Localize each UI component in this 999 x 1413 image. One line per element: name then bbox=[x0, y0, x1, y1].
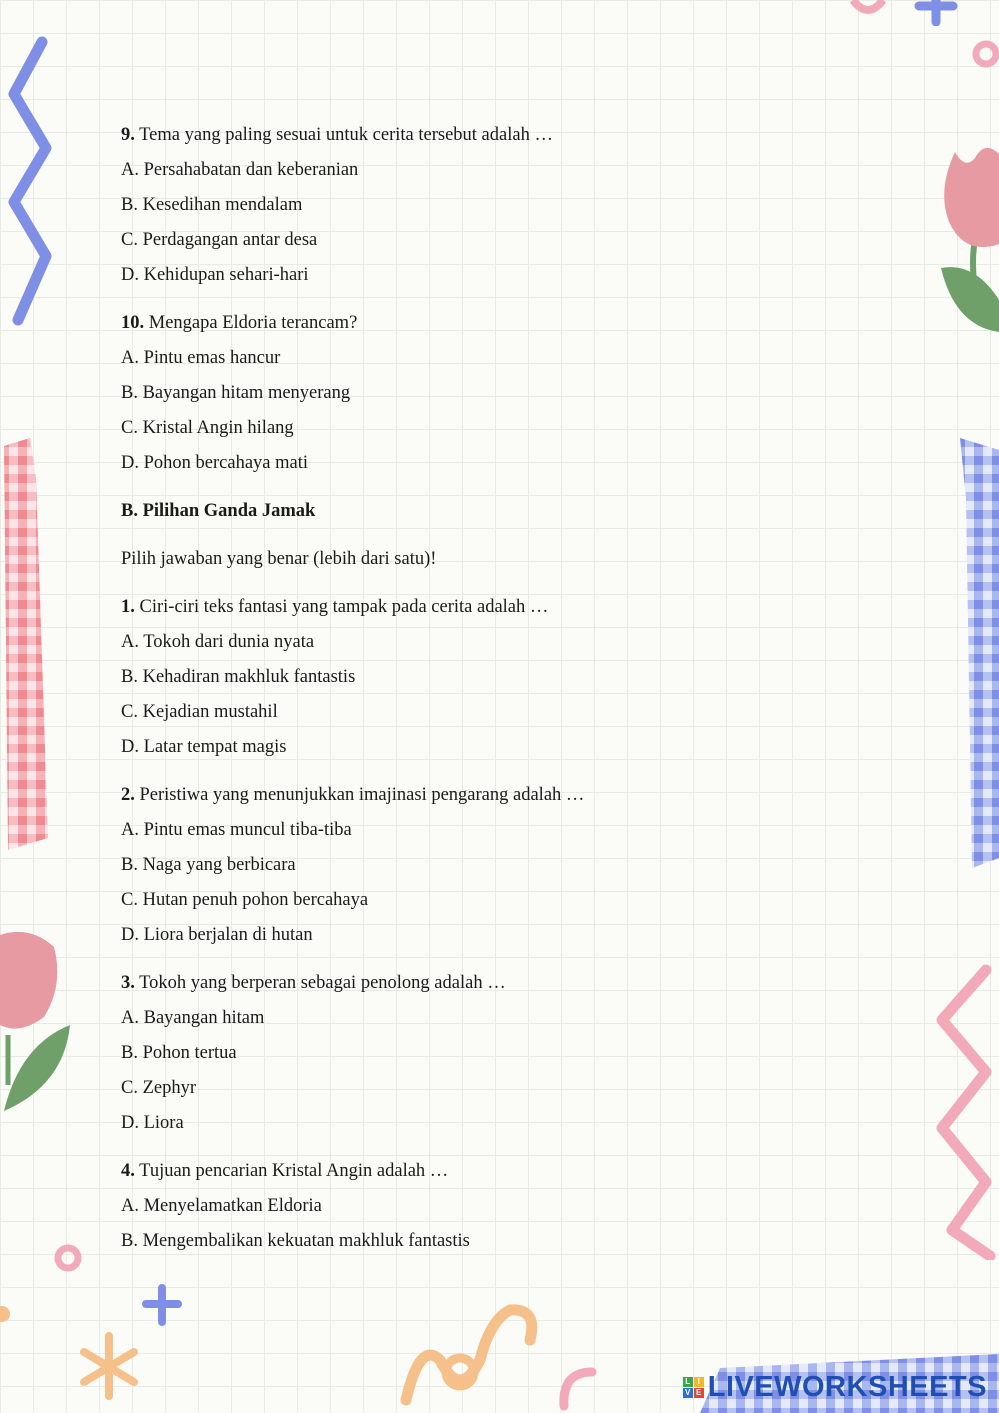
logo-letter: V bbox=[683, 1388, 693, 1398]
option-d[interactable]: D. Liora bbox=[121, 1113, 184, 1133]
option-a[interactable]: A. Persahabatan dan keberanian bbox=[121, 160, 359, 180]
question-number: 1. bbox=[121, 597, 135, 617]
gingham-pink-icon bbox=[0, 438, 54, 850]
question-prompt: Peristiwa yang menunjukkan imajinasi pengarang adalah … bbox=[134, 785, 585, 805]
question-b4 bbox=[121, 1154, 881, 1259]
question-number: 10. bbox=[121, 313, 145, 333]
option-a[interactable]: A. Bayangan hitam bbox=[121, 1008, 265, 1028]
question-text bbox=[121, 590, 881, 625]
option-b[interactable]: B. Kehadiran makhluk fantastis bbox=[121, 667, 356, 687]
logo-mark-icon bbox=[683, 1377, 704, 1398]
question-prompt: Mengapa Eldoria terancam? bbox=[144, 313, 358, 333]
question-number: 3. bbox=[121, 973, 135, 993]
brand-name: LIVEWORKSHEETS bbox=[707, 1370, 987, 1403]
option-a[interactable]: A. Tokoh dari dunia nyata bbox=[121, 632, 315, 652]
question-b2 bbox=[121, 778, 881, 953]
question-text bbox=[121, 306, 881, 341]
swirl-orange-icon bbox=[400, 1300, 540, 1413]
cross-blue-icon bbox=[142, 1284, 182, 1326]
option-b[interactable]: B. Pohon tertua bbox=[121, 1043, 237, 1063]
question-prompt: Ciri-ciri teks fantasi yang tampak pada cerita adalah … bbox=[134, 597, 549, 617]
question-b1 bbox=[121, 590, 881, 765]
question-prompt: Tujuan pencarian Kristal Angin adalah … bbox=[134, 1161, 449, 1181]
section-b-heading: B. Pilihan Ganda Jamak bbox=[121, 501, 316, 521]
option-a[interactable]: A. Menyelamatkan Eldoria bbox=[121, 1196, 322, 1216]
option-b[interactable]: B. Naga yang berbicara bbox=[121, 855, 296, 875]
section-b-instruction: Pilih jawaban yang benar (lebih dari satu)! bbox=[121, 549, 437, 569]
option-c[interactable]: C. Perdagangan antar desa bbox=[121, 230, 318, 250]
option-b[interactable]: B. Bayangan hitam menyerang bbox=[121, 383, 351, 403]
question-text bbox=[121, 118, 881, 153]
question-prompt: Tokoh yang berperan sebagai penolong adalah … bbox=[134, 973, 506, 993]
cross-blue-top-icon bbox=[913, 0, 959, 26]
gingham-blue-icon bbox=[956, 438, 999, 868]
question-prompt: Tema yang paling sesuai untuk cerita tersebut adalah … bbox=[134, 125, 553, 145]
squiggle-pink-icon bbox=[928, 960, 999, 1260]
logo-letter: L bbox=[683, 1377, 693, 1387]
option-c[interactable]: C. Hutan penuh pohon bercahaya bbox=[121, 890, 369, 910]
question-text bbox=[121, 778, 881, 813]
pink-hook-icon bbox=[552, 1366, 602, 1413]
question-number: 2. bbox=[121, 785, 135, 805]
option-d[interactable]: D. Kehidupan sehari-hari bbox=[121, 265, 309, 285]
pink-ring-icon bbox=[848, 0, 888, 20]
option-d[interactable]: D. Pohon bercahaya mati bbox=[121, 453, 308, 473]
liveworksheets-logo[interactable] bbox=[683, 1369, 987, 1405]
question-number: 4. bbox=[121, 1161, 135, 1181]
pink-dot-bottom-icon bbox=[52, 1242, 84, 1274]
option-a[interactable]: A. Pintu emas muncul tiba-tiba bbox=[121, 820, 352, 840]
pink-dot-icon bbox=[970, 38, 999, 70]
tulip-left-icon bbox=[0, 925, 74, 1115]
orange-dot-icon bbox=[0, 1300, 14, 1328]
star-orange-icon bbox=[76, 1330, 142, 1402]
worksheet-content bbox=[121, 118, 881, 1272]
squiggle-blue-icon bbox=[0, 30, 70, 330]
option-a[interactable]: A. Pintu emas hancur bbox=[121, 348, 281, 368]
logo-letter: I bbox=[694, 1377, 704, 1387]
question-b3 bbox=[121, 966, 881, 1141]
option-c[interactable]: C. Zephyr bbox=[121, 1078, 197, 1098]
option-b[interactable]: B. Mengembalikan kekuatan makhluk fantastis bbox=[121, 1231, 470, 1251]
option-c[interactable]: C. Kristal Angin hilang bbox=[121, 418, 294, 438]
question-text bbox=[121, 1154, 881, 1189]
option-d[interactable]: D. Latar tempat magis bbox=[121, 737, 287, 757]
option-d[interactable]: D. Liora berjalan di hutan bbox=[121, 925, 313, 945]
question-number: 9. bbox=[121, 125, 135, 145]
option-b[interactable]: B. Kesedihan mendalam bbox=[121, 195, 303, 215]
option-c[interactable]: C. Kejadian mustahil bbox=[121, 702, 278, 722]
tulip-right-icon bbox=[935, 140, 999, 340]
question-a9 bbox=[121, 118, 881, 293]
question-text bbox=[121, 966, 881, 1001]
question-a10 bbox=[121, 306, 881, 481]
logo-letter: E bbox=[694, 1388, 704, 1398]
